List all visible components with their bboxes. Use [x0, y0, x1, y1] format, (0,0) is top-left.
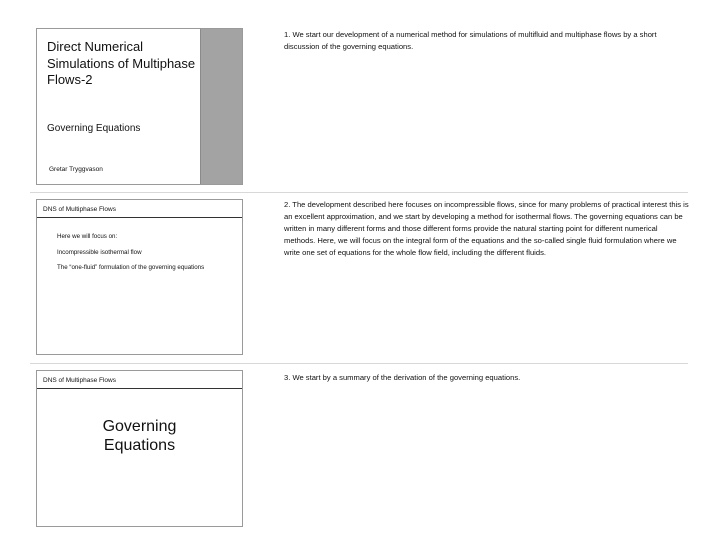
section-divider — [30, 363, 688, 364]
header-rule — [37, 388, 242, 389]
slide-thumbnail-1[interactable] — [36, 28, 243, 185]
slide-thumbnail-3[interactable] — [36, 370, 243, 527]
slide-header: DNS of Multiphase Flows — [43, 377, 116, 384]
slide-title: Direct Numerical Simulations of Multiphase Flows-2 — [47, 39, 196, 87]
decorative-sidebar — [200, 29, 242, 184]
slide-title: Governing Equations — [102, 418, 177, 454]
slide-thumbnail-2[interactable] — [36, 199, 243, 355]
list-item: The “one-fluid” formulation of the governing equations — [57, 264, 205, 271]
slide-subtitle: Governing Equations — [47, 123, 141, 134]
speaker-note-3: 3. We start by a summary of the derivation of the governing equations. — [284, 373, 521, 382]
section-divider — [30, 192, 688, 193]
bullet-list — [57, 233, 227, 280]
slide-header: DNS of Multiphase Flows — [43, 206, 116, 213]
header-rule — [37, 217, 242, 218]
list-item: Incompressible isothermal flow — [57, 248, 142, 256]
slide-author: Gretar Tryggvason — [49, 166, 103, 173]
speaker-note-2: 2. The development described here focuses on incompressible flows, since for many problems of practical interest this is an excellent approximation, and we start by developing a method for isothermal flows. The governing equations can be written in many different forms and those different forms provide the natural starting point for different numerical methods. Here, we will focus on the integral form of the equations and the so-called single fluid formulation where we write one set of equations for the whole flow field, including the different fluids. — [284, 200, 689, 257]
speaker-note-1: 1. We start our development of a numerical method for simulations of multifluid and multiphase flows by a short discussion of the governing equations. — [284, 30, 657, 51]
list-item: Here we will focus on: — [57, 233, 118, 240]
